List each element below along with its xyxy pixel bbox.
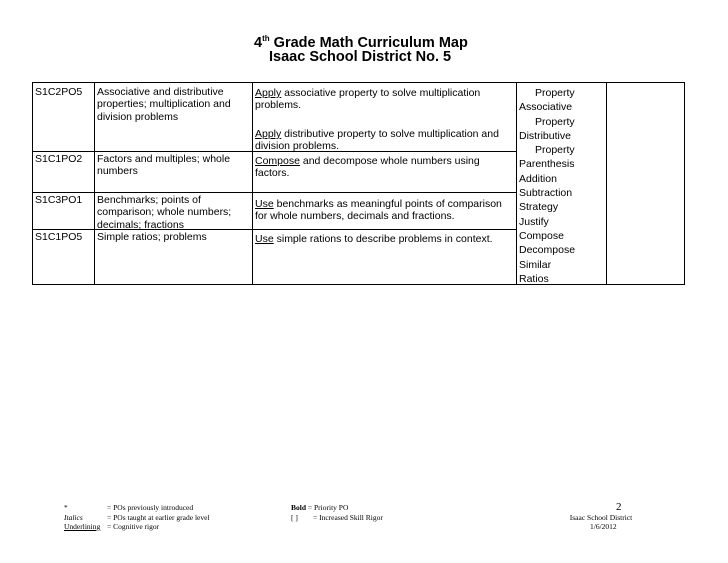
vocab-word: Ratios: [519, 272, 549, 285]
vocab-word: Associative: [519, 101, 573, 114]
vocab-word: Parenthesis: [519, 158, 575, 171]
cognitive-verb: Apply: [255, 128, 282, 140]
po-code: S1C1PO2: [35, 153, 83, 165]
vocab-word: Addition: [519, 172, 557, 185]
legend-row: [291, 513, 383, 523]
legend-text: = POs taught at earlier grade level: [107, 512, 210, 522]
concept-text: Simple ratios; problems: [97, 231, 207, 243]
district-name: Isaac School District No. 5: [269, 49, 452, 65]
legend-text: = POs previously introduced: [107, 503, 194, 512]
vocab-word: Property: [535, 115, 575, 128]
legend-key: *: [64, 503, 68, 512]
legend-key: [ ]: [291, 512, 298, 522]
objective-text: distributive property to solve multiplication and division problems.: [255, 128, 499, 153]
footer-org: Isaac School District: [569, 513, 633, 522]
po-code: S1C3PO1: [35, 194, 83, 206]
cognitive-verb: Use: [255, 198, 274, 210]
row-divider: [33, 192, 516, 193]
title-text: Grade Math Curriculum Map: [269, 35, 468, 51]
legend-row: [291, 503, 383, 513]
concept-text: Benchmarks; points of comparison; whole numbers; decimals; fractions: [97, 194, 232, 231]
vocab-word: Property: [535, 144, 575, 157]
cognitive-verb: Apply: [255, 87, 282, 99]
title-superscript: th: [262, 34, 270, 43]
column-divider: [252, 83, 253, 284]
legend-row: [64, 513, 210, 523]
vocab-word: Similar: [519, 258, 552, 271]
legend-left: [64, 503, 210, 532]
column-divider: [94, 83, 95, 284]
performance-objective: [255, 87, 517, 112]
vocab-word: Property: [535, 87, 575, 99]
performance-objective: [255, 198, 517, 223]
vocab-word: Distributive: [519, 129, 571, 142]
objective-text: benchmarks as meaningful points of comparison for whole numbers, decimals and fractions.: [255, 198, 502, 223]
vocab-word: Compose: [519, 229, 564, 242]
vocab-word: Subtraction: [519, 187, 573, 200]
vocab-word: Strategy: [519, 201, 559, 214]
title-grade: 4: [254, 35, 263, 51]
cognitive-verb: Use: [255, 233, 274, 245]
row-divider: [33, 229, 516, 230]
objective-text: and decompose whole numbers using factors.: [255, 155, 480, 180]
po-code: S1C2PO5: [35, 86, 83, 98]
performance-objective: [255, 155, 517, 180]
legend-row: [64, 522, 210, 532]
concept-text: Factors and multiples; whole numbers: [97, 153, 231, 178]
po-code: S1C1PO5: [35, 231, 83, 243]
row-divider: [33, 151, 516, 152]
legend-key: Italics: [64, 512, 83, 522]
vocab-word: Decompose: [519, 244, 576, 257]
objective-text: associative property to solve multiplication problems.: [255, 87, 481, 112]
page-number: 2: [616, 501, 622, 513]
vocabulary-list: [519, 86, 575, 286]
performance-objective: [255, 128, 517, 153]
curriculum-table: [32, 82, 685, 285]
column-divider: [606, 83, 607, 284]
footer-date: 1/6/2012: [590, 522, 617, 531]
legend-text: = Priority PO: [306, 503, 349, 512]
objective-text: simple rations to describe problems in context.: [273, 233, 493, 245]
legend-row: [64, 503, 210, 513]
legend-middle: [291, 503, 383, 522]
legend-text: = Cognitive rigor: [107, 522, 160, 531]
legend-text: = Increased Skill Rigor: [313, 512, 383, 522]
concept-text: Associative and distributive properties; multiplication and division problems: [97, 86, 231, 123]
cognitive-verb: Compose: [255, 155, 300, 167]
legend-key: Bold: [291, 503, 307, 512]
legend-key: Underlining: [64, 522, 101, 531]
column-divider: [516, 83, 517, 284]
performance-objective: [255, 233, 517, 245]
vocab-word: Justify: [519, 215, 549, 228]
